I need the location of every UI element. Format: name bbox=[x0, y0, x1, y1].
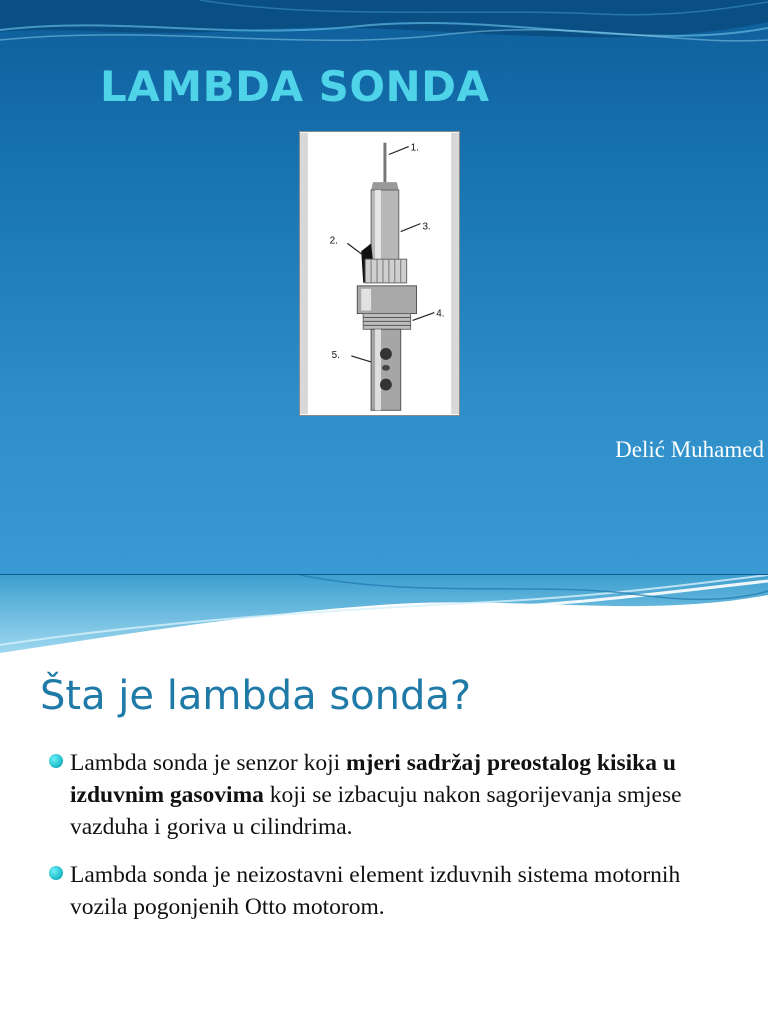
bullet-text-bold: mjeri sadržaj preostalog kisika u izduvnim gasovima bbox=[70, 750, 676, 808]
callout-3: 3. bbox=[422, 221, 431, 233]
callout-5: 5. bbox=[331, 349, 340, 361]
bullet-list bbox=[48, 747, 738, 939]
top-wave-decoration bbox=[0, 575, 768, 665]
bullet-text-start: Lambda sonda je senzor koji bbox=[70, 750, 347, 776]
bullet-text: Lambda sonda je neizostavni element izduvnih sistema motornih vozila pogonjenih Otto motorom. bbox=[70, 862, 681, 920]
bullet-dot-icon bbox=[49, 866, 63, 880]
sensor-drawing bbox=[300, 132, 459, 415]
bullet-dot-icon bbox=[49, 754, 63, 768]
slide-heading: Šta je lambda sonda? bbox=[40, 673, 472, 719]
lambda-sensor-diagram bbox=[299, 131, 460, 416]
slide-title: LAMBDA SONDA bbox=[100, 62, 490, 111]
author-name: Delić Muhamed bbox=[615, 437, 764, 462]
bullet-item bbox=[48, 747, 738, 843]
top-wave-decoration bbox=[0, 0, 768, 70]
bullet-text-end: koji se izbacuju nakon sagorijevanja smjese vazduha i goriva u cilindrima. bbox=[70, 782, 682, 840]
callout-2: 2. bbox=[329, 235, 338, 247]
callout-4: 4. bbox=[436, 308, 445, 320]
bullet-item bbox=[48, 859, 738, 923]
callout-1: 1. bbox=[410, 142, 419, 154]
content-slide bbox=[0, 575, 768, 1024]
